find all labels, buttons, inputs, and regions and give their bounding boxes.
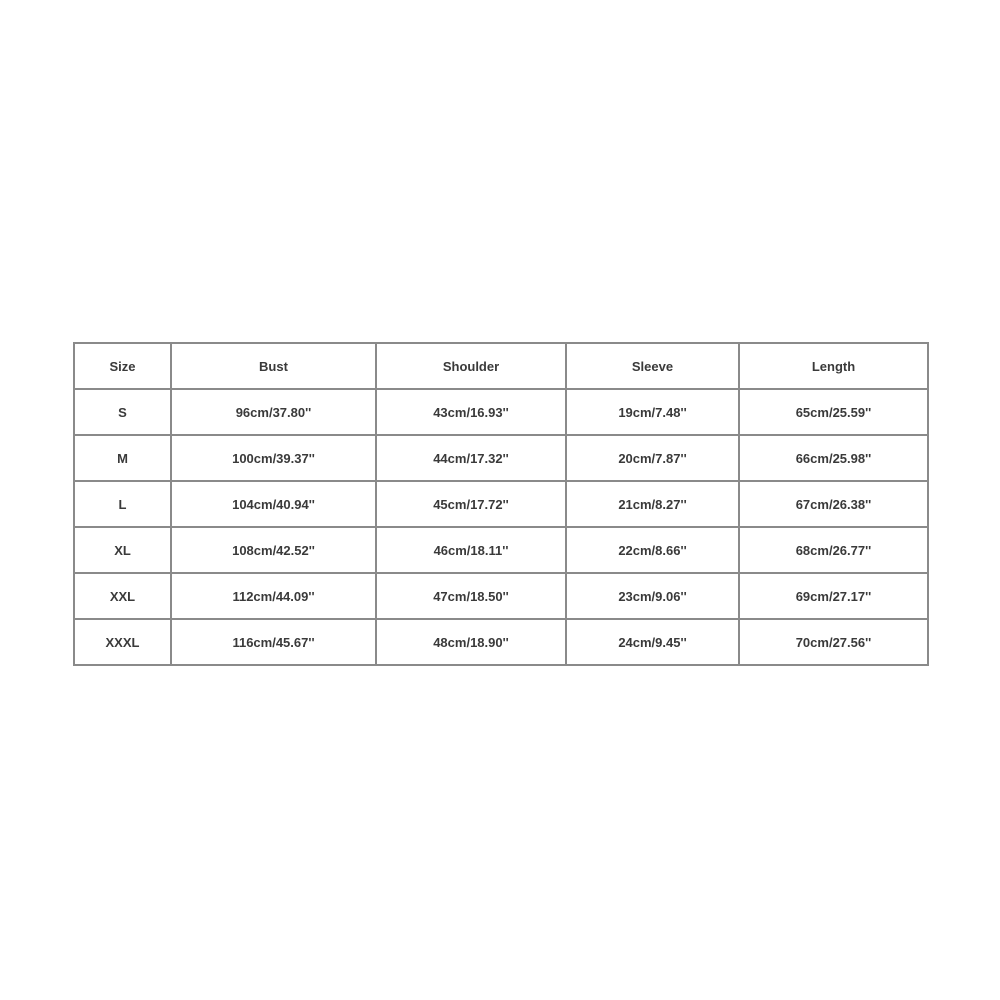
column-header-bust: Bust: [171, 343, 376, 389]
shoulder-cell: 45cm/17.72'': [376, 481, 566, 527]
column-header-length: Length: [739, 343, 928, 389]
shoulder-cell: 43cm/16.93'': [376, 389, 566, 435]
column-header-size: Size: [74, 343, 171, 389]
sleeve-cell: 24cm/9.45'': [566, 619, 739, 665]
size-cell: L: [74, 481, 171, 527]
length-cell: 68cm/26.77'': [739, 527, 928, 573]
bust-cell: 108cm/42.52'': [171, 527, 376, 573]
length-cell: 65cm/25.59'': [739, 389, 928, 435]
bust-cell: 116cm/45.67'': [171, 619, 376, 665]
shoulder-cell: 47cm/18.50'': [376, 573, 566, 619]
table-row: [74, 435, 928, 481]
table-row: [74, 573, 928, 619]
length-cell: 69cm/27.17'': [739, 573, 928, 619]
shoulder-cell: 48cm/18.90'': [376, 619, 566, 665]
sleeve-cell: 22cm/8.66'': [566, 527, 739, 573]
sleeve-cell: 20cm/7.87'': [566, 435, 739, 481]
table-row: [74, 481, 928, 527]
table-row: [74, 389, 928, 435]
column-header-shoulder: Shoulder: [376, 343, 566, 389]
length-cell: 66cm/25.98'': [739, 435, 928, 481]
size-cell: XXL: [74, 573, 171, 619]
size-cell: XL: [74, 527, 171, 573]
length-cell: 70cm/27.56'': [739, 619, 928, 665]
table-row: [74, 527, 928, 573]
size-cell: M: [74, 435, 171, 481]
sleeve-cell: 19cm/7.48'': [566, 389, 739, 435]
size-chart-table: [73, 342, 929, 666]
length-cell: 67cm/26.38'': [739, 481, 928, 527]
table-header-row: [74, 343, 928, 389]
bust-cell: 112cm/44.09'': [171, 573, 376, 619]
size-cell: XXXL: [74, 619, 171, 665]
sleeve-cell: 21cm/8.27'': [566, 481, 739, 527]
column-header-sleeve: Sleeve: [566, 343, 739, 389]
shoulder-cell: 46cm/18.11'': [376, 527, 566, 573]
size-cell: S: [74, 389, 171, 435]
bust-cell: 104cm/40.94'': [171, 481, 376, 527]
table-row: [74, 619, 928, 665]
shoulder-cell: 44cm/17.32'': [376, 435, 566, 481]
bust-cell: 100cm/39.37'': [171, 435, 376, 481]
bust-cell: 96cm/37.80'': [171, 389, 376, 435]
sleeve-cell: 23cm/9.06'': [566, 573, 739, 619]
